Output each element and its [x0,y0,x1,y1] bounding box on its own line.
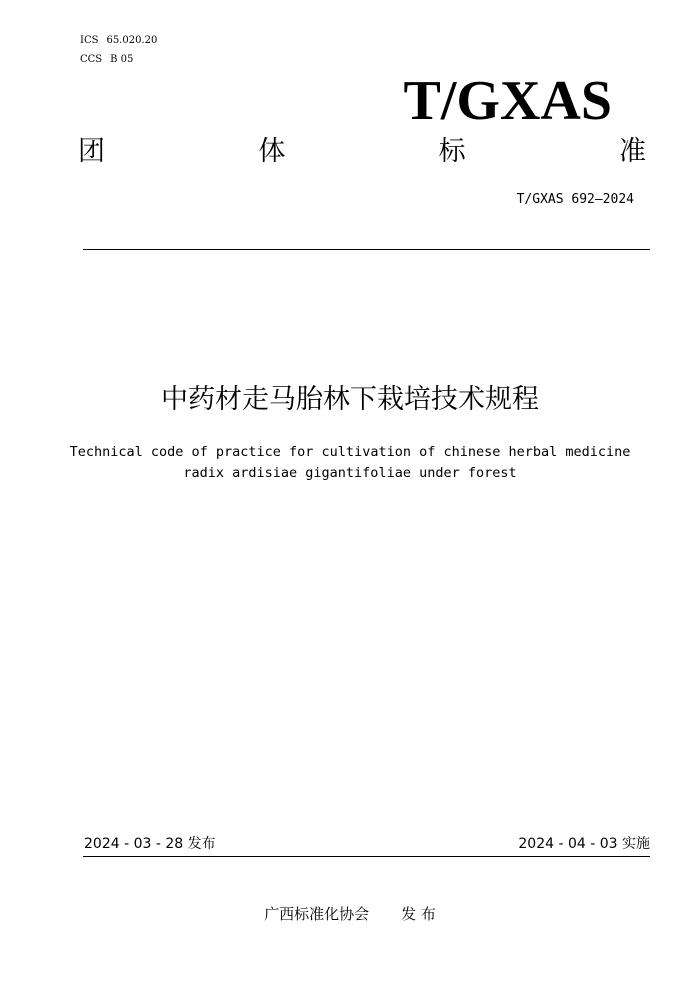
ics-code: 65.020.20 [106,35,158,46]
issuer-organization: 广西标准化协会 [264,905,370,923]
standard-number: T/GXAS 692—2024 [516,192,634,207]
ccs-code: B 05 [110,54,134,65]
issue-date: 2024 - 03 - 28 发布 [84,836,216,852]
category-char: 团 [78,136,105,167]
issuer-line [0,904,700,924]
ics-label: ICS [80,35,99,46]
standard-category [78,135,646,169]
document-title-zh: 中药材走马胎林下栽培技术规程 [161,384,539,415]
title-en-line: Technical code of practice for cultivation of chinese herbal medicine [69,444,631,460]
standard-logo: T/GXAS [403,70,612,132]
category-char: 准 [618,136,646,167]
ccs-classification [80,54,133,66]
document-title-en [0,442,700,484]
category-char: 体 [258,136,286,167]
header-divider [83,249,650,250]
ics-classification [80,35,157,47]
footer-divider [83,856,650,857]
title-en-line: radix ardisiae gigantifoliae under forest [183,465,517,481]
ccs-label: CCS [80,54,103,65]
implementation-date: 2024 - 04 - 03 实施 [518,836,650,852]
category-char: 标 [438,136,466,167]
issuer-verb: 发 布 [401,905,436,923]
